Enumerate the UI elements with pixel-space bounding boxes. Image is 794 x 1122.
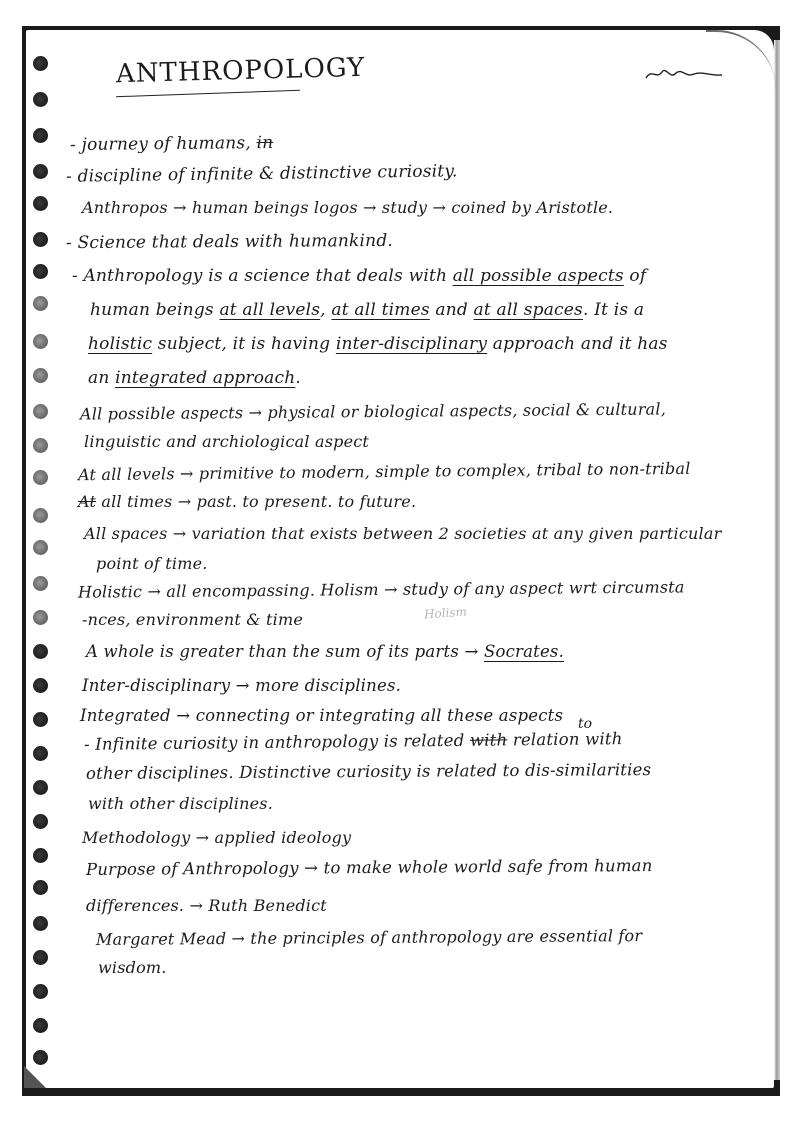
note-line [86,856,653,879]
note-text: Margaret Mead → the principles of anthropology are essential for [95,926,643,949]
margin-scribble [644,64,724,84]
note-line [88,794,273,813]
binder-hole [33,1018,48,1033]
underlined-phrase: at all levels [219,300,321,320]
note-text: - discipline of infinite & distinctive curiosity. [65,161,458,187]
note-text: linguistic and archiological aspect [84,432,370,451]
struck-word: At [78,492,97,511]
binder-hole [33,334,48,349]
binder-hole [33,92,48,107]
note-line [90,300,644,320]
note-line [88,334,668,354]
note-line [82,828,351,847]
note-text: Integrated → connecting or integrating all these aspects [80,706,564,725]
note-text: All possible aspects → physical or biological aspects, social & cultural, [79,399,667,424]
binder-hole [33,610,48,625]
note-line [72,266,646,286]
underlined-phrase: integrated approach [115,368,296,388]
note-text: - Infinite curiosity in anthropology is related [83,730,470,754]
binder-hole [33,264,48,279]
note-text: point of time. [96,554,208,573]
binder-hole [33,780,48,795]
binder-hole [33,470,48,485]
note-line [82,610,303,629]
binder-hole [33,814,48,829]
underlined-phrase: Socrates. [483,642,565,661]
note-text: Purpose of Anthropology → to make whole world safe from human [85,856,653,879]
note-text: all times → past. to present. to future. [96,492,417,511]
faint-pencil-word: Holism [423,604,468,622]
note-text: - journey of humans, [69,133,257,156]
note-line [82,676,401,695]
note-text: Anthropos → human beings logos → study → coined by Aristotle. [82,198,614,217]
note-text: with other disciplines. [88,794,273,813]
binder-hole [33,196,48,211]
note-text: All spaces → variation that exists between 2 societies at any given particular [84,524,722,543]
note-line [98,958,167,977]
note-text: Holistic → all encompassing. Holism → study of any aspect wrt circumsta [77,577,685,602]
binder-hole [33,1050,48,1065]
note-text: and [429,300,474,320]
note-line [96,926,642,949]
note-text: an [88,368,116,388]
caret-insert-word: to [578,716,593,732]
note-text: . It is a [582,300,645,320]
binder-hole [33,880,48,895]
note-text: - Science that deals with humankind. [65,230,394,254]
binder-hole [33,540,48,555]
note-text: Inter-disciplinary → more disciplines. [82,676,402,695]
binder-hole [33,712,48,727]
note-text: approach and it has [487,334,668,354]
note-line [70,133,274,155]
struck-word: in [256,132,274,154]
binder-hole [33,644,48,659]
note-text: A whole is greater than the sum of its parts → [86,642,484,661]
binder-hole [33,56,48,71]
note-text: of [623,266,647,286]
binder-hole [33,232,48,247]
note-text: differences. → Ruth Benedict [86,896,327,915]
note-line [88,368,301,388]
binder-hole [33,438,48,453]
note-text: human beings [90,300,220,320]
binder-hole [33,916,48,931]
note-text: . [295,368,301,388]
note-line [82,198,613,217]
page-title: ANTHROPOLOGY [115,52,366,90]
struck-word: with [469,730,508,750]
note-text: relation with [507,729,623,750]
note-line [80,706,563,725]
note-text: wisdom. [98,958,167,977]
note-line [86,896,327,915]
note-text: other disciplines. Distinctive curiosity is related to dis-similarities [85,760,652,783]
binder-hole [33,368,48,383]
note-line [66,231,393,253]
note-line [86,760,651,783]
binder-hole [33,848,48,863]
binder-hole [33,128,48,143]
binder-hole [33,296,48,311]
binder-hole [33,508,48,523]
binder-hole [33,576,48,591]
binder-hole [33,164,48,179]
underlined-phrase: inter-disciplinary [335,334,488,354]
note-text: Methodology → applied ideology [82,828,352,847]
binder-hole [33,678,48,693]
underlined-phrase: all possible aspects [452,266,624,286]
underlined-phrase: at all spaces [473,300,583,320]
underlined-phrase: holistic [88,334,153,354]
note-line [84,524,721,543]
note-text: subject, it is having [152,334,336,354]
corner-fold [24,1066,46,1088]
underlined-phrase: at all times [331,300,430,320]
note-line [86,642,564,661]
binder-hole [33,746,48,761]
note-line [78,492,416,511]
note-line [96,554,208,573]
binder-hole [33,950,48,965]
binder-hole [33,984,48,999]
note-line [84,432,369,451]
note-text: , [320,300,332,320]
binder-hole [33,404,48,419]
note-text: - Anthropology is a science that deals with [72,266,453,286]
page-edge-shadow [774,40,780,1080]
note-text: -nces, environment & time [82,610,304,629]
note-text: At all levels → primitive to modern, simple to complex, tribal to non-tribal [77,458,691,485]
